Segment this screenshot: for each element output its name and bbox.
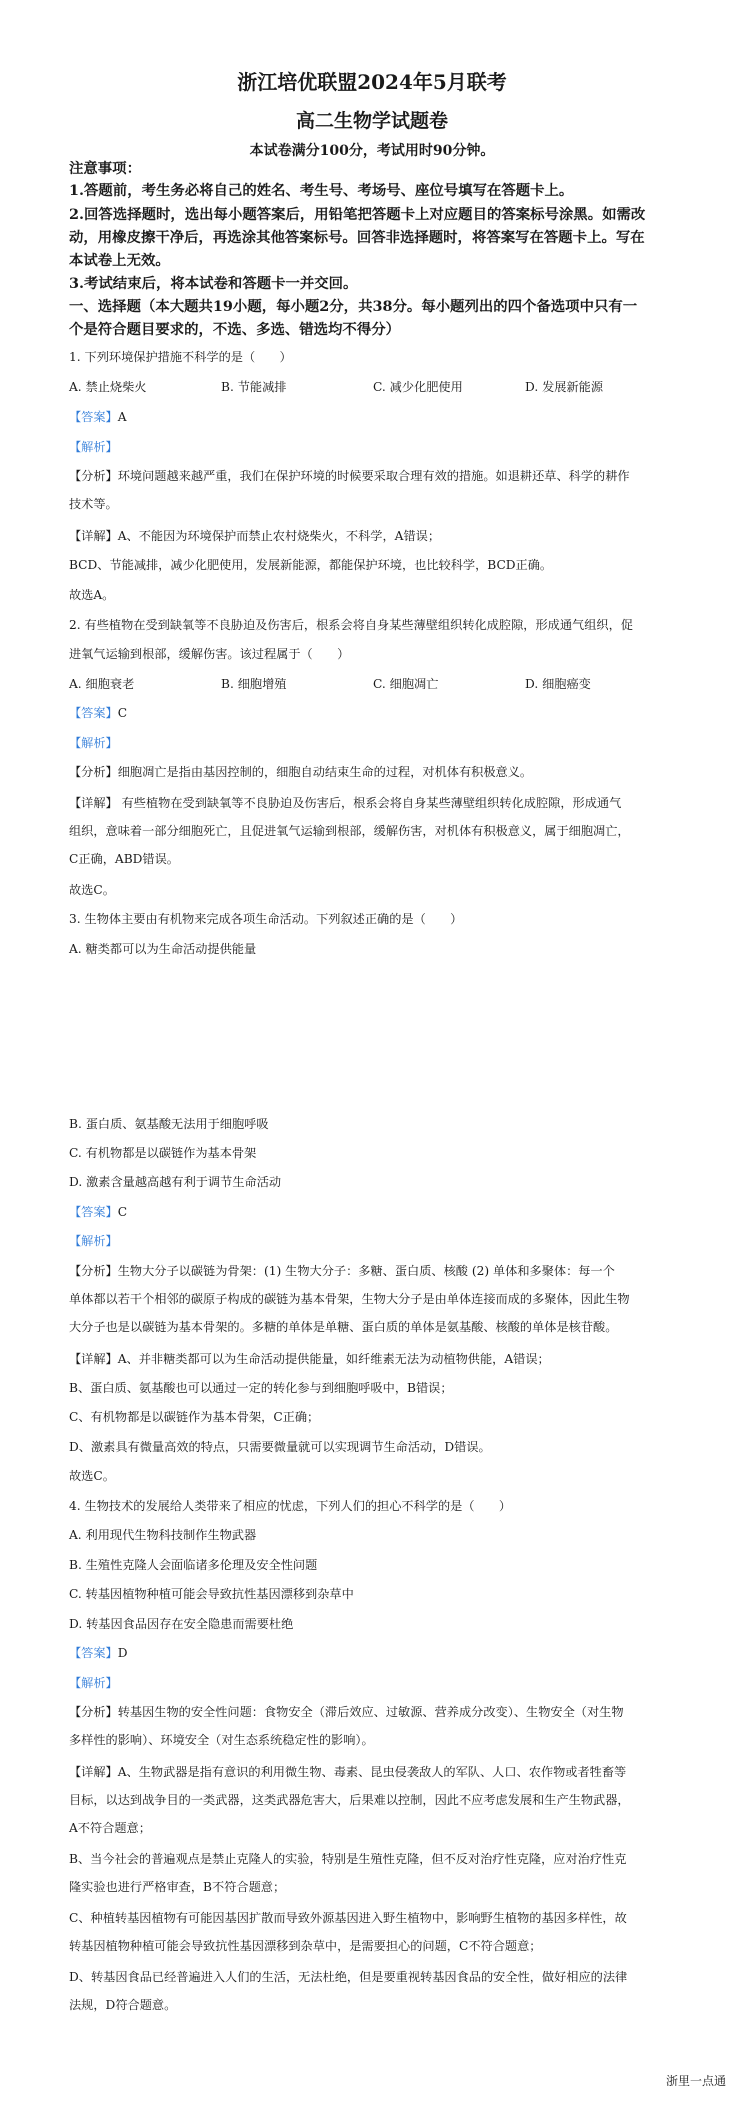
answer-value: D — [117, 1646, 128, 1660]
notice-line: 1.答题前，考生务必将自己的姓名、考生号、考场号、座位号填写在答题卡上。 — [69, 182, 574, 199]
question-stem: 进氧气运输到根部，缓解伤害。该过程属于（ ） — [69, 647, 350, 661]
answer-line — [69, 408, 716, 426]
option: D. 细胞癌变 — [525, 677, 591, 691]
answer-line — [69, 1203, 716, 1221]
explanation-text: 目标，以达到战争目的一类武器，这类武器危害大，后果难以控制，因此不应考虑发展和生产生物武器， — [69, 1793, 630, 1807]
answer-value: A — [117, 410, 127, 424]
analysis-text: 大分子也是以碳链为基本骨架的。多糖的单体是单糖、蛋白质的单体是氨基酸、核酸的单体是核苷酸。 — [69, 1320, 618, 1334]
explanation-text: BCD、节能减排，减少化肥使用，发展新能源，都能保护环境，也比较科学，BCD正确。 — [69, 558, 553, 572]
explanation-text: A不符合题意； — [69, 1821, 151, 1835]
option: A. 禁止烧柴火 — [69, 380, 147, 394]
explanation-text: 法规，D符合题意。 — [69, 1998, 177, 2012]
answer-line — [69, 1644, 716, 1662]
option: A. 糖类都可以为生命活动提供能量 — [69, 942, 257, 956]
option: D. 转基因食品因存在安全隐患而需要杜绝 — [69, 1617, 294, 1631]
question-stem: 2. 有些植物在受到缺氧等不良胁迫及伤害后，根系会将自身某些薄壁组织转化成腔隙，形成通气组织，促 — [69, 618, 633, 632]
option: A. 利用现代生物科技制作生物武器 — [69, 1528, 257, 1542]
analysis-text: 单体都以若干个相邻的碳原子构成的碳链为基本骨架，生物大分子是由单体连接而成的多聚体，因此生物 — [69, 1292, 630, 1306]
explanation-text: 【详解】A、不能因为环境保护而禁止农村烧柴火，不科学，A错误； — [69, 529, 441, 543]
section-heading: 一、选择题（本大题共19小题，每小题2分，共38分。每小题列出的四个备选项中只有一 — [69, 298, 638, 315]
explanation-text: B、蛋白质、氨基酸也可以通过一定的转化参与到细胞呼吸中，B错误； — [69, 1381, 453, 1395]
exam-title: 浙江培优联盟2024年5月联考 — [237, 70, 507, 94]
notice-line: 本试卷上无效。 — [69, 252, 170, 269]
exam-info: 本试卷满分100分，考试用时90分钟。 — [249, 143, 495, 159]
analysis-text: 【分析】环境问题越来越严重，我们在保护环境的时候要采取合理有效的措施。如退耕还草、科学的耕作 — [69, 469, 630, 483]
explanation-text: 【详解】A、并非糖类都可以为生命活动提供能量，如纤维素无法为动植物供能，A错误； — [69, 1352, 550, 1366]
option: B. 节能减排 — [221, 380, 287, 394]
analysis-text: 【分析】细胞凋亡是指由基因控制的，细胞自动结束生命的过程，对机体有积极意义。 — [69, 765, 533, 779]
option: C. 细胞凋亡 — [373, 677, 439, 691]
analysis-text: 技术等。 — [69, 497, 118, 511]
option: C. 减少化肥使用 — [373, 380, 463, 394]
explanation-text: C、种植转基因植物有可能因基因扩散而导致外源基因进入野生植物中，影响野生植物的基因多样性，故 — [69, 1911, 627, 1925]
notice-line: 动，用橡皮擦干净后，再选涂其他答案标号。回答非选择题时，将答案写在答题卡上。写在 — [69, 229, 645, 246]
exam-subtitle: 高二生物学试题卷 — [295, 110, 448, 132]
notice-heading: 注意事项： — [69, 160, 141, 177]
answer-tag: 【答案】 — [69, 706, 118, 720]
analysis-tag: 【解析】 — [69, 1676, 118, 1690]
explanation-text: 【详解】 有些植物在受到缺氧等不良胁迫及伤害后，根系会将自身某些薄壁组织转化成腔隙，形成通气 — [69, 796, 622, 810]
option: B. 蛋白质、氨基酸无法用于细胞呼吸 — [69, 1117, 269, 1131]
answer-line — [69, 704, 716, 722]
analysis-tag: 【解析】 — [69, 736, 118, 750]
analysis-tag: 【解析】 — [69, 1234, 118, 1248]
analysis-text: 【分析】生物大分子以碳链为骨架：(1) 生物大分子：多糖、蛋白质、核酸 (2) 单体和多聚体：每一个 — [69, 1264, 615, 1278]
answer-value: C — [117, 1205, 128, 1219]
option: D. 激素含量越高越有利于调节生命活动 — [69, 1175, 282, 1189]
answer-value: C — [117, 706, 128, 720]
question-stem: 1. 下列环境保护措施不科学的是（ ） — [69, 350, 292, 364]
explanation-text: C、有机物都是以碳链作为基本骨架，C正确； — [69, 1410, 320, 1424]
option: D. 发展新能源 — [525, 380, 604, 394]
answer-tag: 【答案】 — [69, 1646, 118, 1660]
explanation-text: C正确，ABD错误。 — [69, 852, 179, 866]
explanation-text: D、转基因食品已经普遍进入人们的生活，无法杜绝，但是要重视转基因食品的安全性，做好相应的法律 — [69, 1970, 628, 1984]
option: C. 有机物都是以碳链作为基本骨架 — [69, 1146, 257, 1160]
conclusion-text: 故选A。 — [69, 588, 115, 602]
conclusion-text: 故选C。 — [69, 883, 115, 897]
explanation-text: 组织，意味着一部分细胞死亡，且促进氧气运输到根部，缓解伤害，对机体有积极意义，属于细胞凋亡， — [69, 824, 630, 838]
notice-line: 3.考试结束后，将本试卷和答题卡一并交回。 — [69, 275, 358, 292]
explanation-text: B、当今社会的普遍观点是禁止克隆人的实验，特别是生殖性克隆，但不反对治疗性克隆，应对治疗性克 — [69, 1852, 627, 1866]
answer-tag: 【答案】 — [69, 410, 118, 424]
question-stem: 4. 生物技术的发展给人类带来了相应的忧虑，下列人们的担心不科学的是（ ） — [69, 1499, 512, 1513]
section-heading: 个是符合题目要求的，不选、多选、错选均不得分） — [69, 321, 400, 338]
analysis-tag: 【解析】 — [69, 440, 118, 454]
question-stem: 3. 生物体主要由有机物来完成各项生命活动。下列叙述正确的是（ ） — [69, 912, 463, 926]
explanation-text: D、激素具有微量高效的特点，只需要微量就可以实现调节生命活动，D错误。 — [69, 1440, 491, 1454]
explanation-text: 隆实验也进行严格审查，B不符合题意； — [69, 1880, 286, 1894]
option: B. 生殖性克隆人会面临诸多伦理及安全性问题 — [69, 1558, 318, 1572]
analysis-text: 【分析】转基因生物的安全性问题：食物安全（滞后效应、过敏源、营养成分改变）、生物安全（对生物 — [69, 1705, 624, 1719]
explanation-text: 【详解】A、生物武器是指有意识的利用微生物、毒素、昆虫侵袭敌人的军队、人口、农作物或者牲畜等 — [69, 1765, 627, 1779]
conclusion-text: 故选C。 — [69, 1469, 115, 1483]
notice-line: 2.回答选择题时，选出每小题答案后，用铅笔把答题卡上对应题目的答案标号涂黑。如需改 — [69, 206, 646, 223]
analysis-text: 多样性的影响）、环境安全（对生态系统稳定性的影响）。 — [69, 1733, 374, 1747]
explanation-text: 转基因植物种植可能会导致抗性基因漂移到杂草中，是需要担心的问题，C不符合题意； — [69, 1939, 542, 1953]
option: B. 细胞增殖 — [221, 677, 287, 691]
option: A. 细胞衰老 — [69, 677, 135, 691]
footer-brand: 浙里一点通 — [665, 2074, 726, 2088]
answer-tag: 【答案】 — [69, 1205, 118, 1219]
option: C. 转基因植物种植可能会导致抗性基因漂移到杂草中 — [69, 1587, 354, 1601]
